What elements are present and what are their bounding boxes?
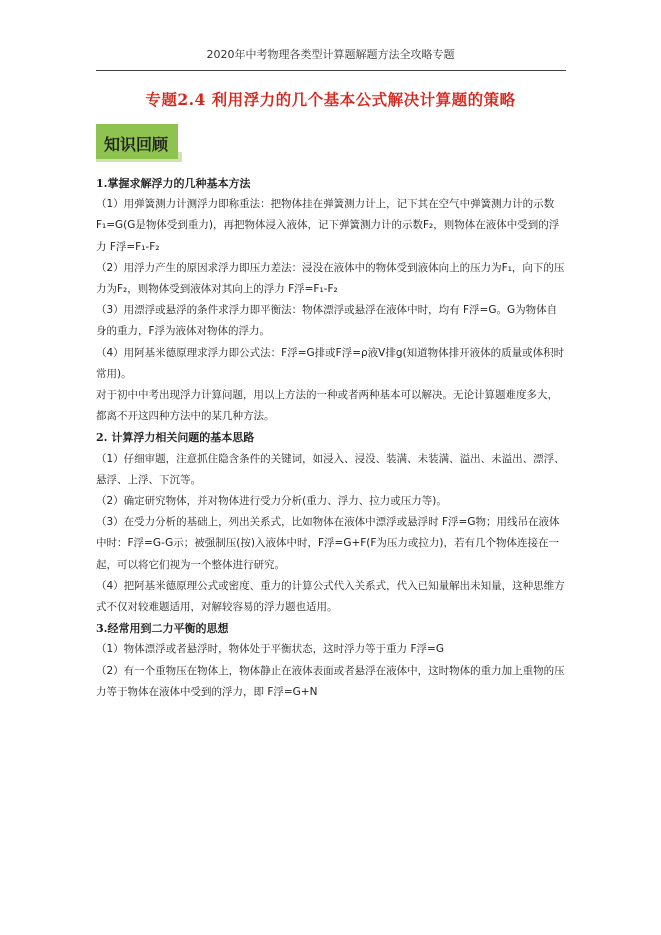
header-divider	[96, 70, 566, 71]
section1-paragraph-1: （1）用弹簧测力计测浮力即称重法：把物体挂在弹簧测力计上，记下其在空气中弹簧测力计的示数F₁=G(G是物体受到重力)，再把物体浸入液体，记下弹簧测力计的示数F₂，则物体在液体中受到的浮力 F浮=F₁-F₂	[96, 198, 560, 253]
section3-paragraph-1: （1）物体漂浮或者悬浮时，物体处于平衡状态，这时浮力等于重力 F浮=G	[96, 643, 444, 656]
page-title: 专题2.4 利用浮力的几个基本公式解决计算题的策略	[145, 90, 516, 109]
document-body	[96, 173, 566, 703]
section1-paragraph-4: （4）用阿基米德原理求浮力即公式法：F浮=G排或F浮=ρ液V排g(知道物体排开液体的质量或体积时常用)。	[96, 346, 565, 380]
section1-heading: 1.掌握求解浮力的几种基本方法	[96, 177, 251, 190]
section1-paragraph-3: （3）用漂浮或悬浮的条件求浮力即平衡法：物体漂浮或悬浮在液体中时，均有 F浮=G。G为物体自身的重力，F浮为液体对物体的浮力。	[96, 304, 558, 338]
section2-paragraph-1: （1）仔细审题，注意抓住隐含条件的关键词，如浸入、浸没、装满、未装满、溢出、未溢出、漂浮、悬浮、上浮、下沉等。	[96, 452, 565, 486]
section-banner-label: 知识回顾	[104, 135, 169, 154]
section3-paragraph-2: （2）有一个重物压在物体上，物体静止在液体表面或者悬浮在液体中，这时物体的重力加上重物的压力等于物体在液体中受到的浮力，即 F浮=G+N	[96, 664, 565, 698]
section2-heading: 2. 计算浮力相关问题的基本思路	[96, 431, 255, 445]
section1-paragraph-5: 对于初中中考出现浮力计算问题，用以上方法的一种或者两种基本可以解决。无论计算题难度多大，都离不开这四种方法中的某几种方法。	[96, 389, 558, 423]
section2-paragraph-3: （3）在受力分析的基础上，列出关系式，比如物体在液体中漂浮或悬浮时 F浮=G物；用线吊在液体中时：F浮=G-G示；被强制压(按)入液体中时，F浮=G+F(F为压力或拉力)，若有几个物体连接在一起，可以将它们视为一个整体进行研究。	[96, 516, 560, 571]
section1-paragraph-2: （2）用浮力产生的原因求浮力即压力差法：浸没在液体中的物体受到液体向上的压力为F₁，向下的压力为F₂，则物体受到液体对其向上的浮力 F浮=F₁-F₂	[96, 261, 565, 296]
page-header: 2020年中考物理各类型计算题解题方法全攻略专题	[206, 48, 455, 61]
section3-heading: 3.经常用到二力平衡的思想	[96, 622, 229, 636]
section2-paragraph-4: （4）把阿基米德原理公式或密度、重力的计算公式代入关系式，代入已知量解出未知量，这种思维方式不仅对较难题适用，对解较容易的浮力题也适用。	[96, 579, 565, 614]
section2-paragraph-2: （2）确定研究物体，并对物体进行受力分析(重力、浮力、拉力或压力等)。	[96, 495, 447, 508]
